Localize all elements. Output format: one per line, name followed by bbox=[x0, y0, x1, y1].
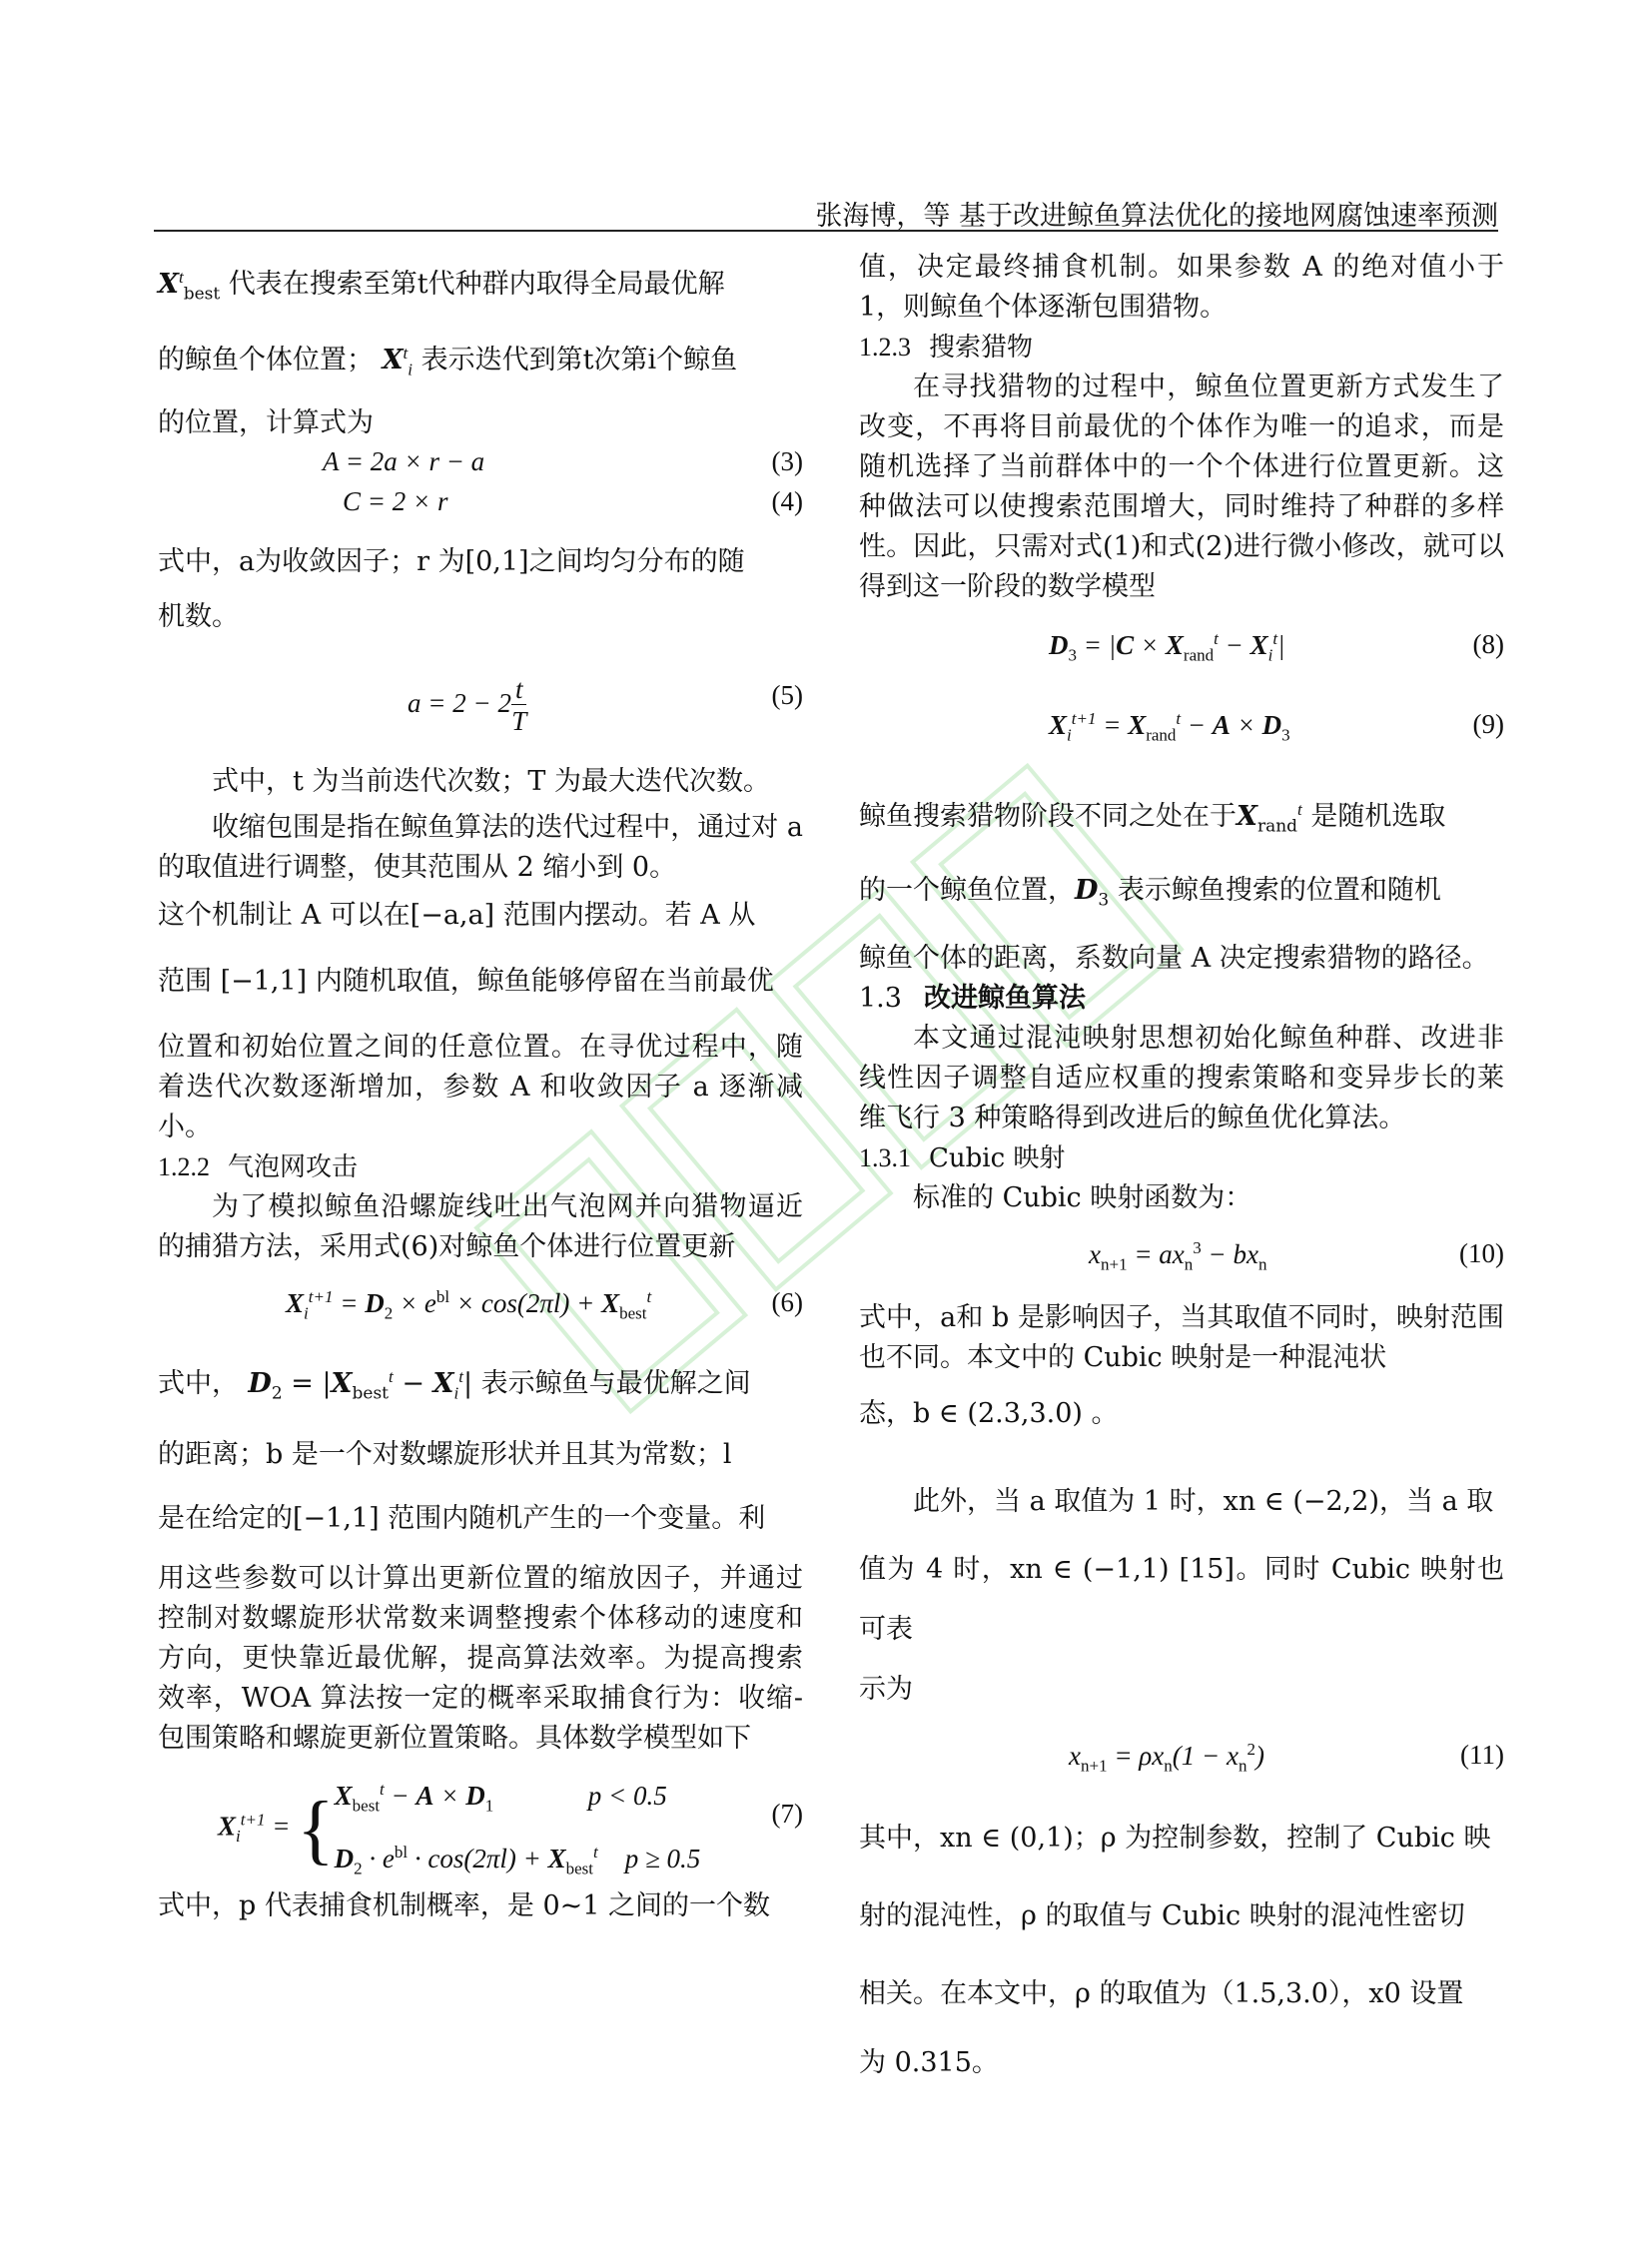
paragraph: 其中，xn ∈ (0,1)；ρ 为控制参数，控制了 Cubic 映 bbox=[859, 1822, 1491, 1854]
paragraph: 的位置，计算式为 bbox=[158, 406, 374, 438]
equation-3: A = 2a × r − a (3) bbox=[323, 445, 803, 476]
paragraph: 射的混沌性，ρ 的取值与 Cubic 映射的混沌性密切 bbox=[859, 1899, 1465, 1931]
paragraph: 式中，a和 b 是影响因子，当其取值不同时，映射范围也不同。本文中的 Cubic 映射是一种混沌状 bbox=[859, 1301, 1504, 1373]
equation-7: $X_i^{t+1}$ = { $X_{best}^t - A \times D_1$ p < 0.5 $D_2 \cdot e^{bl} \cdot \cos(2\pi l) + X_{best}^t$ p ≥ 0.5 (7) bbox=[218, 1780, 803, 1877]
paragraph: 的一个鲸鱼位置，$D_3$ 表示鲸鱼搜索的位置和随机 bbox=[859, 875, 1441, 911]
left-column bbox=[158, 248, 803, 1936]
paragraph: 此外，当 a 取值为 1 时，xn ∈ (−2,2)，当 a 取 bbox=[913, 1485, 1494, 1517]
paragraph: 鲸鱼个体的距离，系数向量 A 决定搜索猎物的路径。 bbox=[859, 942, 1489, 974]
equation-4: C = 2 × r (4) bbox=[343, 485, 803, 516]
section-heading-1-2-2: 1.2.2 气泡网攻击 bbox=[158, 1151, 359, 1182]
paragraph: 示为 bbox=[859, 1673, 913, 1705]
section-heading-1-3-1: 1.3.1 Cubic 映射 bbox=[859, 1142, 1066, 1173]
paragraph: 式中，p 代表捕食机制概率，是 0~1 之间的一个数 bbox=[158, 1890, 771, 1922]
paragraph: 机数。 bbox=[158, 600, 239, 632]
section-heading-1-3: 1.3 改进鲸鱼算法 bbox=[859, 982, 1086, 1014]
paragraph: 用这些参数可以计算出更新位置的缩放因子，并通过控制对数螺旋形状常数来调整搜索个体移动的速度和方向，更快靠近最优解，提高算法效率。为提高搜索效率，WOA 算法按一定的概率采取捕食行为：收缩-包围策略和螺旋更新位置策略。具体数学模型如下 bbox=[158, 1563, 803, 1755]
paragraph: 标准的 Cubic 映射函数为： bbox=[913, 1181, 1252, 1213]
paragraph: 范围 [−1,1] 内随机取值，鲸鱼能够停留在当前最优 bbox=[158, 965, 774, 997]
paragraph: $X^t_{best}$ 代表在搜索至第t代种群内取得全局最优解 bbox=[158, 268, 725, 305]
paragraph: 是在给定的[−1,1] 范围内随机产生的一个变量。利 bbox=[158, 1503, 766, 1535]
paragraph: 值为 4 时，xn ∈ (−1,1) [15]。同时 Cubic 映射也可表 bbox=[859, 1553, 1504, 1645]
equation-6: $X_i^{t+1} = D_2 \times e^{bl} \times \cos(2\pi l) + X_{best}^t$ (6) bbox=[286, 1286, 803, 1323]
paragraph: 式中， $D_2 = |X_{best}^t - X_i^t|$ 表示鲸鱼与最优解之间 bbox=[158, 1366, 751, 1404]
paragraph: 位置和初始位置之间的任意位置。在寻优过程中，随着迭代次数逐渐增加，参数 A 和收敛因子 a 逐渐减小。 bbox=[158, 1031, 803, 1142]
paragraph: 收缩包围是指在鲸鱼算法的迭代过程中，通过对 a 的取值进行调整，使其范围从 2 缩小到 0。 bbox=[158, 811, 803, 883]
equation-8: $D_3 = |C \times X_{rand}^t - X_i^t|$ (8) bbox=[1049, 629, 1504, 665]
running-title: 张海博，等 基于改进鲸鱼算法优化的接地网腐蚀速率预测 bbox=[815, 201, 1498, 232]
paragraph: 态，b ∈ (2.3,3.0) 。 bbox=[859, 1397, 1119, 1429]
paragraph: 的距离；b 是一个对数螺旋形状并且其为常数；l bbox=[158, 1439, 732, 1471]
paragraph: 本文通过混沌映射思想初始化鲸鱼种群、改进非线性因子调整自适应权重的搜索策略和变异步长的莱维飞行 3 种策略得到改进后的鲸鱼优化算法。 bbox=[859, 1022, 1504, 1133]
paragraph: 为了模拟鲸鱼沿螺旋线吐出气泡网并向猎物逼近的捕猎方法，采用式(6)对鲸鱼个体进行位置更新 bbox=[158, 1190, 803, 1262]
paragraph: 式中，t 为当前迭代次数；T 为最大迭代次数。 bbox=[212, 765, 771, 797]
paragraph: 鲸鱼搜索猎物阶段不同之处在于$X_{rand}^t$ 是随机选取 bbox=[859, 800, 1446, 837]
equation-11: $x_{n+1} = \rho x_n(1 - x_n^2)$ (11) bbox=[1069, 1739, 1504, 1776]
paragraph: 相关。在本文中，ρ 的取值为（1.5,3.0），x0 设置 bbox=[859, 1977, 1464, 2009]
paragraph: 值，决定最终捕食机制。如果参数 A 的绝对值小于 1，则鲸鱼个体逐渐包围猎物。 bbox=[859, 252, 1504, 323]
equation-9: $X_i^{t+1} = X_{rand}^t - A \times D_3$ (9) bbox=[1049, 709, 1504, 745]
paragraph: 在寻找猎物的过程中，鲸鱼位置更新方式发生了改变，不再将目前最优的个体作为唯一的追求，而是随机选择了当前群体中的一个个体进行位置更新。这种做法可以使搜索范围增大，同时维持了种群的多样性。因此，只需对式(1)和式(2)进行微小修改，就可以得到这一阶段的数学模型 bbox=[859, 372, 1504, 602]
running-header bbox=[154, 192, 1498, 232]
paragraph: 的鲸鱼个体位置； $X^t_i$ 表示迭代到第t次第i个鲸鱼 bbox=[158, 344, 738, 379]
section-heading-1-2-3: 1.2.3 搜索猎物 bbox=[859, 333, 1034, 363]
right-column bbox=[859, 248, 1504, 2093]
equation-10: $x_{n+1} = ax_n^3 - bx_n$ (10) bbox=[1089, 1237, 1504, 1274]
paragraph: 为 0.315。 bbox=[859, 2046, 999, 2078]
equation-5: a = 2 − 2 $\frac{t}{T}$ (5) bbox=[408, 674, 803, 737]
paragraph: 式中，a为收敛因子；r 为[0,1]之间均匀分布的随 bbox=[158, 545, 745, 577]
paragraph: 这个机制让 A 可以在[−a,a] 范围内摆动。若 A 从 bbox=[158, 899, 756, 931]
